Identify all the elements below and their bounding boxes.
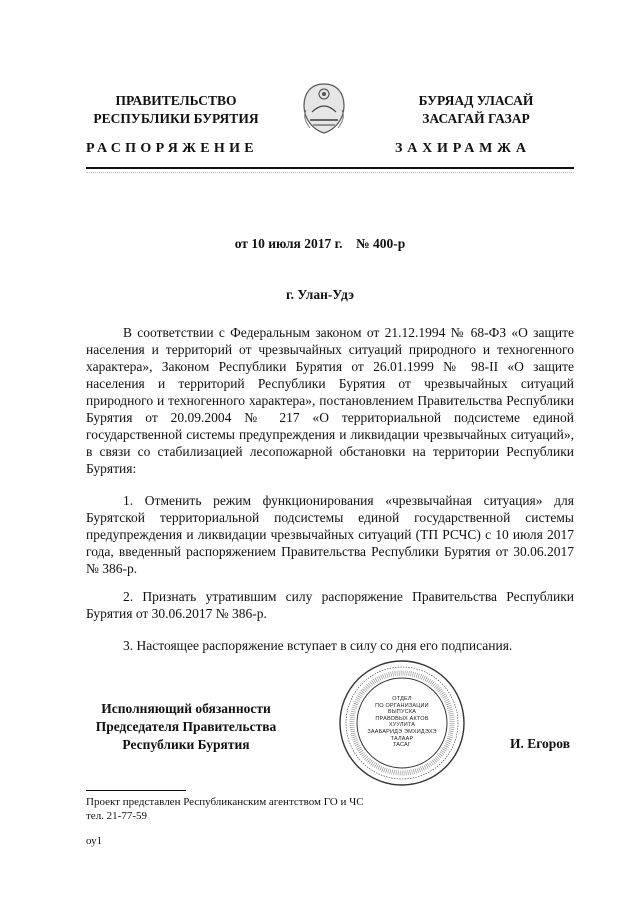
- seal-line4: ПРАВОВЫХ АКТОВ: [375, 715, 429, 722]
- seal-text: [362, 696, 442, 749]
- doctype-bua: ЗАХИРАМЖА: [395, 141, 531, 156]
- header-dotted-rule: [86, 172, 574, 173]
- signer-name: И. Егоров: [510, 736, 571, 751]
- document-code: оу1: [86, 835, 103, 847]
- footnote-rule: [86, 790, 186, 791]
- signature-line1: Исполняющий обязанности: [101, 701, 271, 716]
- paragraph-preamble: В соответствии с Федеральным законом от 21.12.1994 № 68-ФЗ «О защите населения и территорий от чрезвычайных ситуаций природного и техногенного характера», Законом Республики Бурятия от 26.01.1999 № 98-II «О защите населения и территорий Республики Бурятия от чрезвычайных ситуаций природного и техногенного характера», постановлением Правительства Республики Бурятия от 20.09.2004 № 217 «О территориальной подсистеме единой государственной системы предупреждения и ликвидации чрезвычайных ситуаций», в связи со стабилизацией лесопожарной обстановки на территории Республики Бурятия:: [86, 325, 574, 476]
- header-left: [66, 92, 286, 128]
- seal-line7: ТАСАГ: [392, 742, 412, 749]
- signature-line2: Председателя Правительства: [95, 719, 277, 734]
- header-right: [366, 92, 586, 128]
- footnote: [86, 795, 364, 823]
- dateline: от 10 июля 2017 г. № 400-р: [234, 236, 406, 251]
- coat-of-arms-icon: [296, 80, 352, 136]
- header-rule: [86, 167, 574, 169]
- org-name-ru-line1: ПРАВИТЕЛЬСТВО: [115, 93, 237, 108]
- org-name-bua-line2: ЗАСАГАЙ ГАЗАР: [422, 111, 530, 126]
- seal-line3: ВЫПУСКА: [387, 709, 417, 716]
- org-name-bua-line1: БУРЯАД УЛАСАЙ: [418, 93, 534, 108]
- seal-line6: ЗААБАРИДЭ ЭМХИДЭХЭ ТАЛААР: [367, 728, 437, 742]
- footnote-line1: Проект представлен Республиканским агентством ГО и ЧС: [86, 796, 364, 808]
- footnote-phone: тел. 21-77-59: [86, 810, 148, 822]
- seal-line5: ХУУЛИТА: [388, 722, 416, 729]
- doctype-ru: РАСПОРЯЖЕНИЕ: [86, 141, 258, 156]
- signature-block: [76, 700, 296, 754]
- seal-line1: ОТДЕЛ: [392, 696, 412, 702]
- paragraph-item-3: 3. Настоящее распоряжение вступает в силу со дня его подписания.: [123, 638, 513, 653]
- city: г. Улан-Удэ: [286, 287, 354, 302]
- paragraph-item-1: 1. Отменить режим функционирования «чрезвычайная ситуация» для Бурятской территориальной подсистемы единой государственной системы предупреждения и ликвидации чрезвычайных ситуаций (ТП РСЧС) с 10 июля 2017 года, введенный распоряжением Правительства Республики Бурятия от 30.06.2017 № 386-р.: [86, 493, 574, 576]
- paragraph-item-2: 2. Признать утратившим силу распоряжение Правительства Республики Бурятия от 30.06.2017 № 386-р.: [86, 589, 574, 621]
- org-name-ru-line2: РЕСПУБЛИКИ БУРЯТИЯ: [93, 111, 259, 126]
- seal-line2: ПО ОРГАНИЗАЦИИ: [375, 702, 429, 709]
- signature-line3: Республики Бурятия: [122, 737, 250, 752]
